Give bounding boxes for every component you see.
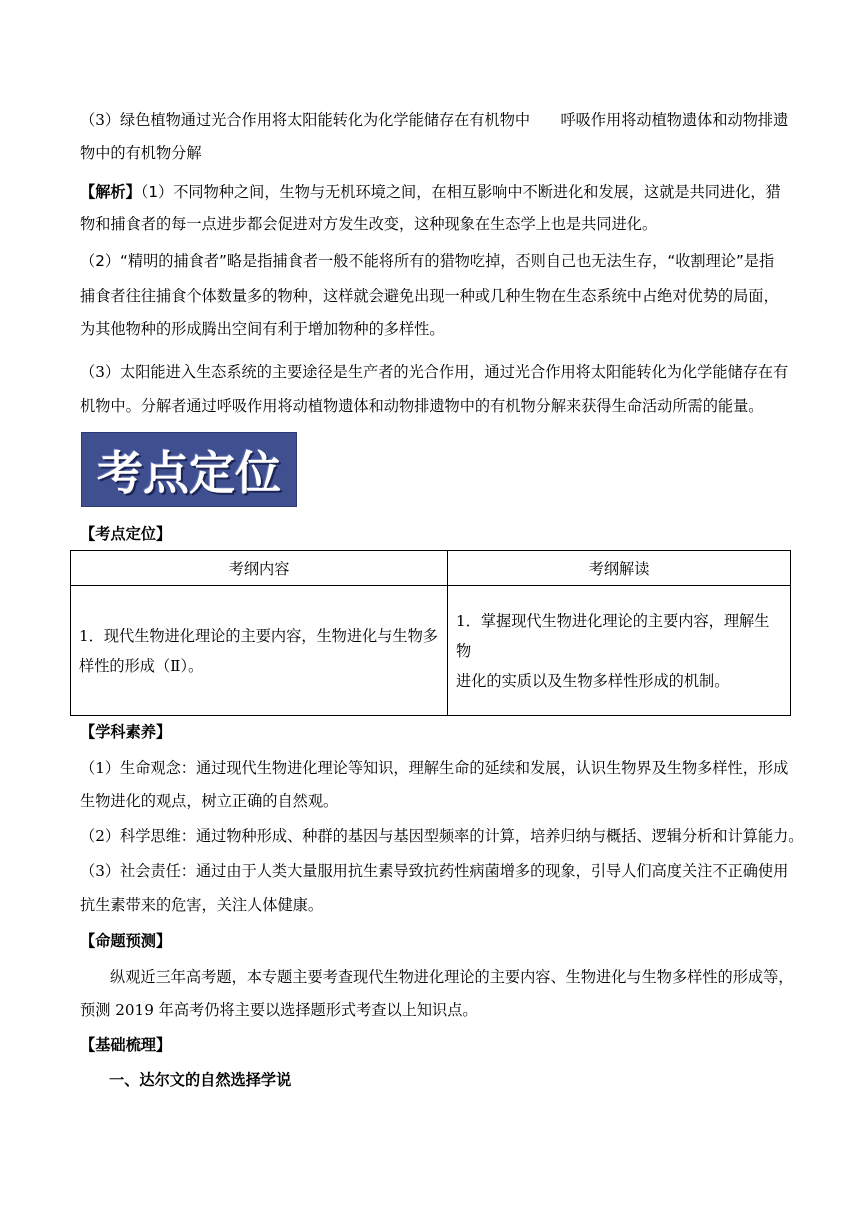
- suyang-line-3: （2）科学思维：通过物种形成、种群的基因与基因型频率的计算，培养归纳与概括、逻辑分析和计算能力。: [80, 827, 804, 845]
- yuce-line-2: 预测 2019 年高考仍将主要以选择题形式考查以上知识点。: [80, 1001, 478, 1019]
- suyang-heading: 【学科素养】: [80, 723, 172, 741]
- analysis-p2-line-2: 捕食者往往捕食个体数量多的物种，这样就会避免出现一种或几种生物在生态系统中占绝对优势的局面，: [80, 287, 779, 305]
- table-cell-content: [71, 586, 448, 716]
- answer-3-line-2: 物中的有机物分解: [80, 144, 202, 162]
- table-row: [71, 586, 791, 716]
- kaogang-table: [70, 550, 791, 716]
- analysis-p1-line-2: 物和捕食者的每一点进步都会促进对方发生改变，这种现象在生态学上也是共同进化。: [80, 215, 658, 233]
- table-header-row: [71, 551, 791, 586]
- table-header-cell: 考纲解读: [448, 551, 791, 586]
- suyang-line-4: （3）社会责任：通过由于人类大量服用抗生素导致抗药性病菌增多的现象，引导人们高度关注不正确使用: [80, 862, 789, 880]
- analysis-p3-line-1: （3）太阳能进入生态系统的主要途径是生产者的光合作用，通过光合作用将太阳能转化为化学能储存在有: [80, 363, 789, 381]
- cell-line: 进化的实质以及生物多样性形成的机制。: [456, 671, 730, 690]
- analysis-p3-line-2: 机物中。分解者通过呼吸作用将动植物遗体和动物排遗物中的有机物分解来获得生命活动所需的能量。: [80, 397, 764, 415]
- yuce-line-1: 纵观近三年高考题，本专题主要考查现代生物进化理论的主要内容、生物进化与生物多样性的形成等，: [110, 968, 794, 986]
- suyang-line-1: （1）生命观念：通过现代生物进化理论等知识，理解生命的延续和发展，认识生物界及生物多样性，形成: [80, 759, 789, 777]
- table-header-cell: 考纲内容: [71, 551, 448, 586]
- jichu-subheading: 一、达尔文的自然选择学说: [109, 1071, 292, 1089]
- answer-3-line-1: （3）绿色植物通过光合作用将太阳能转化为化学能储存在有机物中 呼吸作用将动植物遗体和动物排遗: [80, 111, 789, 129]
- suyang-line-2: 生物进化的观点，树立正确的自然观。: [80, 792, 339, 810]
- analysis-paragraph-1: [80, 182, 781, 202]
- suyang-line-5: 抗生素带来的危害，关注人体健康。: [80, 896, 323, 914]
- kaodian-banner-image: 考点定位: [81, 432, 297, 507]
- yuce-heading: 【命题预测】: [80, 932, 172, 950]
- jichu-heading: 【基础梳理】: [80, 1036, 172, 1054]
- cell-line: 样性的形成（Ⅱ）。: [79, 656, 204, 675]
- analysis-p2-line-3: 为其他物种的形成腾出空间有利于增加物种的多样性。: [80, 320, 445, 338]
- table-cell-interpretation: [448, 586, 791, 716]
- analysis-p2-line-1: （2）“精明的捕食者”略是指捕食者一般不能将所有的猎物吃掉，否则自己也无法生存，“收割理论”是指: [80, 252, 775, 270]
- analysis-label: 【解析】: [80, 183, 141, 201]
- cell-line: 1．掌握现代生物进化理论的主要内容，理解生物: [456, 611, 770, 660]
- analysis-p1-line-1: （1）不同物种之间，生物与无机环境之间，在相互影响中不断进化和发展，这就是共同进化，猎: [140, 183, 781, 201]
- cell-line: 1．现代生物进化理论的主要内容，生物进化与生物多: [79, 626, 438, 645]
- kaodian-heading: 【考点定位】: [80, 525, 172, 543]
